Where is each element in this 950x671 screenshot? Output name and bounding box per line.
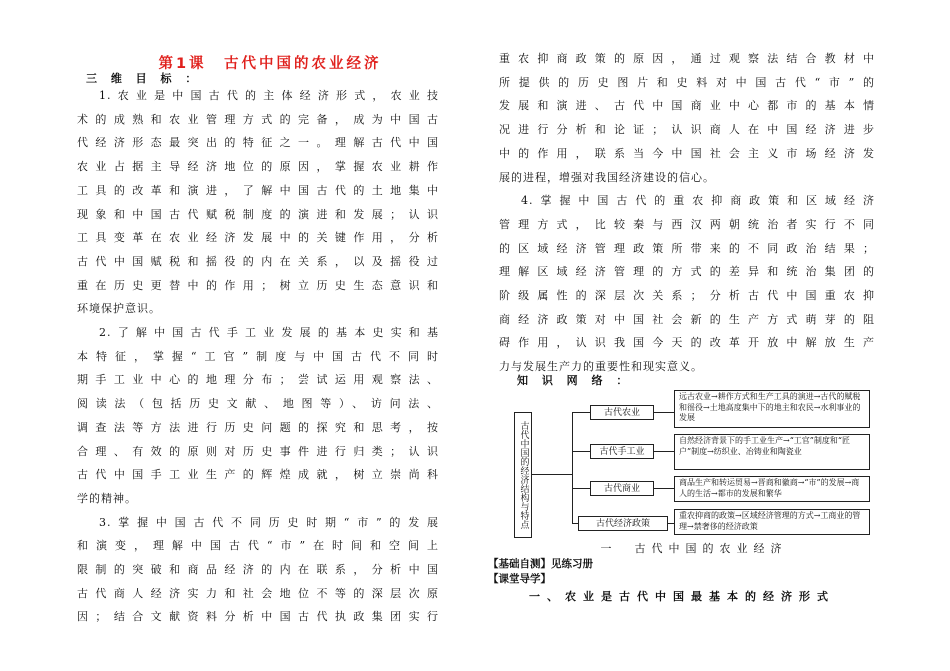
connector-line xyxy=(654,488,674,489)
connector-line xyxy=(572,412,590,413)
text-line: 展的进程，增强对我国经济建设的信心。 xyxy=(499,170,715,184)
connector-line xyxy=(654,451,674,452)
branch-description: 重农抑商的政策→区域经济管理的方式→工商业的管理→禁奢侈的经济政策 xyxy=(674,509,870,535)
connector-line xyxy=(572,488,590,489)
branch-handicraft: 古代手工业 xyxy=(590,444,654,459)
knowledge-network-heading: 知 识 网 络 ： xyxy=(517,374,633,387)
branch-economic-policy: 古代经济政策 xyxy=(578,516,668,531)
text-line: 碍作用，认识我国今天的改革开放中解放生产 xyxy=(499,336,875,350)
text-line: 3.掌握中国古代不同历史时期“市”的发展 xyxy=(99,515,439,529)
text-line: 本特征，掌握“工官”制度与中国古代不同时 xyxy=(77,349,439,363)
text-line: 限制的突破和商品经济的内在联系，分析中国 xyxy=(77,563,439,577)
text-line: 管理方式，比较秦与西汉两朝统治者实行不同 xyxy=(499,217,875,231)
text-line: 商经济政策对中国社会新的生产方式萌芽的阻 xyxy=(499,312,875,326)
text-line: 古代中国手工业生产的辉煌成就，树立崇尚科 xyxy=(77,468,439,482)
text-line: 中的作用，联系当今中国社会主义市场经济发 xyxy=(499,146,875,160)
branch-description: 自然经济背景下的手工业生产→“工官”制度和“匠户”制度→纺织业、冶铸业和陶瓷业 xyxy=(674,434,870,470)
text-line: 调查法等方法进行历史问题的探究和思考，按 xyxy=(77,420,439,434)
branch-agriculture: 古代农业 xyxy=(590,405,654,420)
connector-line xyxy=(654,412,674,413)
branch-description: 远古农业→耕作方式和生产工具的演进→古代的赋税和徭役→土地高度集中下的地主和农民→水利事业的发展 xyxy=(674,390,870,428)
left-column xyxy=(77,84,439,629)
text-line: 因；结合文献资料分析中国古代执政集团实行 xyxy=(77,610,439,624)
text-line: 的区域经济管理政策所带来的不同政治结果； xyxy=(499,241,875,255)
text-line: 古代商人经济实力和社会地位不等的深层次原 xyxy=(77,586,439,600)
text-line: 重农抑商政策的原因，通过观察法结合教材中 xyxy=(499,52,875,65)
text-line: 况进行分析和论证；认识商人在中国经济进步 xyxy=(499,123,875,137)
text-line: 理解区域经济管理的方式的差异和统治集团的 xyxy=(499,265,875,279)
text-line: 古代中国赋税和摇役的内在关系，以及摇役过 xyxy=(77,254,439,268)
connector-line xyxy=(572,451,590,452)
text-line: 术的成熟和农业管理方式的完备，成为中国古 xyxy=(77,112,439,126)
classroom-guide-label: 【课堂导学】 xyxy=(488,573,551,585)
text-line: 1.农业是中国古代的主体经济形式，农业技 xyxy=(99,89,439,102)
text-line: 期手工业中心的地理分布；尝试运用观察法、 xyxy=(77,373,439,387)
text-line: 2.了解中国古代手工业发展的基本史实和基 xyxy=(99,326,439,340)
knowledge-network-diagram xyxy=(514,390,874,540)
text-line: 发展和演进、古代中国商业中心都市的基本情 xyxy=(499,99,875,113)
text-line: 环境保护意识。 xyxy=(77,302,161,316)
text-line: 重在历史更替中的作用；树立历史生态意识和 xyxy=(77,278,439,292)
right-column xyxy=(499,47,875,379)
text-line: 学的精神。 xyxy=(77,491,137,505)
text-line: 现象和中国古代赋税制度的演进和发展；认识 xyxy=(77,207,439,221)
text-line: 代经济形态最突出的特征之一。理解古代中国 xyxy=(77,136,439,150)
branch-description: 商品生产和转运贸易→晋商和徽商→“市”的发展→商人的生活→都市的发展和繁华 xyxy=(674,476,870,502)
text-line: 阅读法（包括历史文献、地图等）、访问法、 xyxy=(77,397,439,411)
branch-commerce: 古代商业 xyxy=(590,481,654,496)
text-line: 阶级属性的深层次关系；分析古代中国重农抑 xyxy=(499,289,875,303)
lesson-title: 第1课 古代中国的农业经济 xyxy=(158,56,382,72)
connector-line xyxy=(572,412,573,524)
text-line: 农业占据主导经济地位的原因，掌握农业耕作 xyxy=(77,160,439,174)
text-line: 工具的改革和演进，了解中国古代的土地集中 xyxy=(77,183,439,197)
self-test-label: 【基础自测】见练习册 xyxy=(488,558,593,570)
diagram-caption: 一 古代中国的农业经济 xyxy=(600,542,788,555)
text-line: 合理、有效的原则对历史事件进行归类；认识 xyxy=(77,444,439,458)
text-line: 和演变，理解中国古代“市”在时间和空间上 xyxy=(77,539,439,553)
connector-line xyxy=(532,474,572,475)
text-line: 工具变革在农业经济发展中的关键作用，分析 xyxy=(77,231,439,245)
text-line: 4.掌握中国古代的重农抑商政策和区域经济 xyxy=(521,194,875,208)
text-line: 力与发展生产力的重要性和现实意义。 xyxy=(499,360,703,374)
text-line: 所提供的历史图片和史料对中国古代“市”的 xyxy=(499,75,875,89)
objectives-heading: 三 维 目 标 ： xyxy=(86,72,202,85)
diagram-root: 古代中国的经济结构与特点 xyxy=(514,412,532,538)
section-heading: 一、农业是古代中国最基本的经济形式 xyxy=(529,590,835,603)
